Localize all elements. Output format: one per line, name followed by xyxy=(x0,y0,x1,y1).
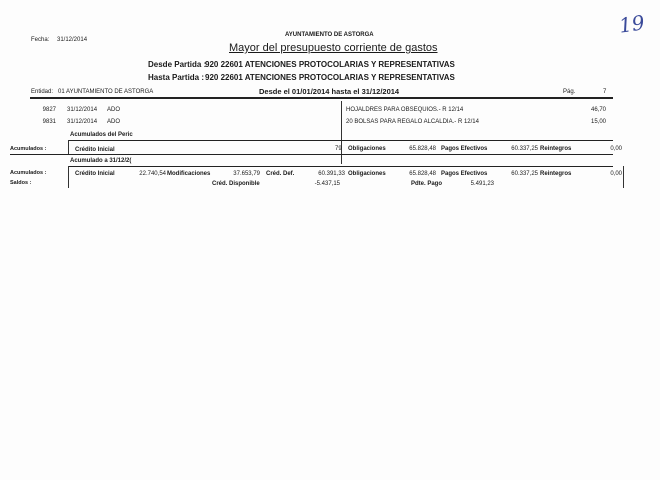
cred-disponible-label: Créd. Disponible xyxy=(212,181,260,187)
periodo-obligaciones-label: Obligaciones xyxy=(348,146,386,152)
row-date: 31/12/2014 xyxy=(67,119,98,125)
acumulado-obligaciones-label: Obligaciones xyxy=(348,171,386,177)
report-title: Mayor del presupuesto corriente de gastos xyxy=(229,42,438,54)
acumulado-obligaciones-value: 65.828,48 xyxy=(409,171,436,177)
period-range: Desde el 01/01/2014 hasta el 31/12/2014 xyxy=(259,87,400,96)
periodo-cut-fragment: 79 xyxy=(335,146,342,152)
periodo-title: Acumulados del Peric xyxy=(70,132,133,138)
periodo-pagos-label: Pagos Efectivos xyxy=(441,146,488,152)
acumulado-cred-def-value: 60.391,33 xyxy=(318,171,345,177)
periodo-obligaciones-value: 65.828,48 xyxy=(409,146,436,152)
acumulado-cred-def-label: Créd. Def. xyxy=(266,171,295,177)
row-date: 31/12/2014 xyxy=(67,107,98,113)
acumulado-reintegros-label: Reintegros xyxy=(540,171,572,177)
pag-label: Pág. xyxy=(563,89,576,95)
row-type: ADO xyxy=(107,119,121,125)
header-rule xyxy=(30,97,613,99)
desde-partida-value: 920 22601 ATENCIONES PROTOCOLARIAS Y REPRESENTATIVAS xyxy=(205,60,455,69)
row-amount: 15,00 xyxy=(590,119,606,125)
fecha-value: 31/12/2014 xyxy=(57,37,88,43)
fecha-label: Fecha: xyxy=(31,37,50,43)
pdte-pago-value: 5.491,23 xyxy=(470,181,494,187)
pag-value: 7 xyxy=(603,89,607,95)
org-name: AYUNTAMIENTO DE ASTORGA xyxy=(285,32,374,38)
cred-disponible-value: -5.437,15 xyxy=(314,181,340,187)
hasta-partida-label: Hasta Partida : xyxy=(148,73,205,82)
acumulado-modificaciones-label: Modificaciones xyxy=(167,171,211,177)
pdte-pago-label: Pdte. Pago xyxy=(411,181,443,187)
acumulado-right-border xyxy=(623,166,624,188)
acumulado-credito-inicial-label: Crédito Inicial xyxy=(75,171,115,177)
row-number: 9831 xyxy=(42,119,56,125)
entidad-value: 01 AYUNTAMIENTO DE ASTORGA xyxy=(58,89,154,95)
periodo-reintegros-value: 0,00 xyxy=(610,146,622,152)
periodo-acumulados-label: Acumulados : xyxy=(10,146,47,152)
acumulado-title: Acumulado a 31/12/2( xyxy=(70,158,132,164)
acumulado-acumulados-label: Acumulados : xyxy=(10,170,47,176)
row-description: 20 BOLSAS PARA REGALO ALCALDIA.- R 12/14 xyxy=(346,119,479,125)
row-description: HOJALDRES PARA OBSEQUIOS.- R 12/14 xyxy=(346,107,464,113)
acumulado-credito-inicial-value: 22.740,54 xyxy=(139,171,166,177)
saldos-label: Saldos : xyxy=(10,180,32,186)
acumulado-modificaciones-value: 37.653,79 xyxy=(233,171,260,177)
row-number: 9827 xyxy=(42,107,56,113)
acumulado-pagos-label: Pagos Efectivos xyxy=(441,171,488,177)
row-amount: 46,70 xyxy=(590,107,606,113)
handwritten-page-number: 19 xyxy=(617,10,646,38)
periodo-left-border xyxy=(68,140,69,154)
periodo-bottom-rule xyxy=(10,154,613,155)
periodo-rule xyxy=(68,140,613,141)
acumulado-pagos-value: 60.337,25 xyxy=(511,171,538,177)
desde-partida-label: Desde Partida : xyxy=(148,60,207,69)
periodo-reintegros-label: Reintegros xyxy=(540,146,572,152)
periodo-credito-inicial-label: Crédito Inicial xyxy=(75,147,115,153)
hasta-partida-value: 920 22601 ATENCIONES PROTOCOLARIAS Y REPRESENTATIVAS xyxy=(205,73,455,82)
row-type: ADO xyxy=(107,107,121,113)
entidad-label: Entidad: xyxy=(31,89,54,95)
acumulado-reintegros-value: 0,00 xyxy=(610,171,622,177)
acumulado-rule xyxy=(68,166,613,167)
periodo-pagos-value: 60.337,25 xyxy=(511,146,538,152)
acumulado-left-border xyxy=(68,166,69,188)
